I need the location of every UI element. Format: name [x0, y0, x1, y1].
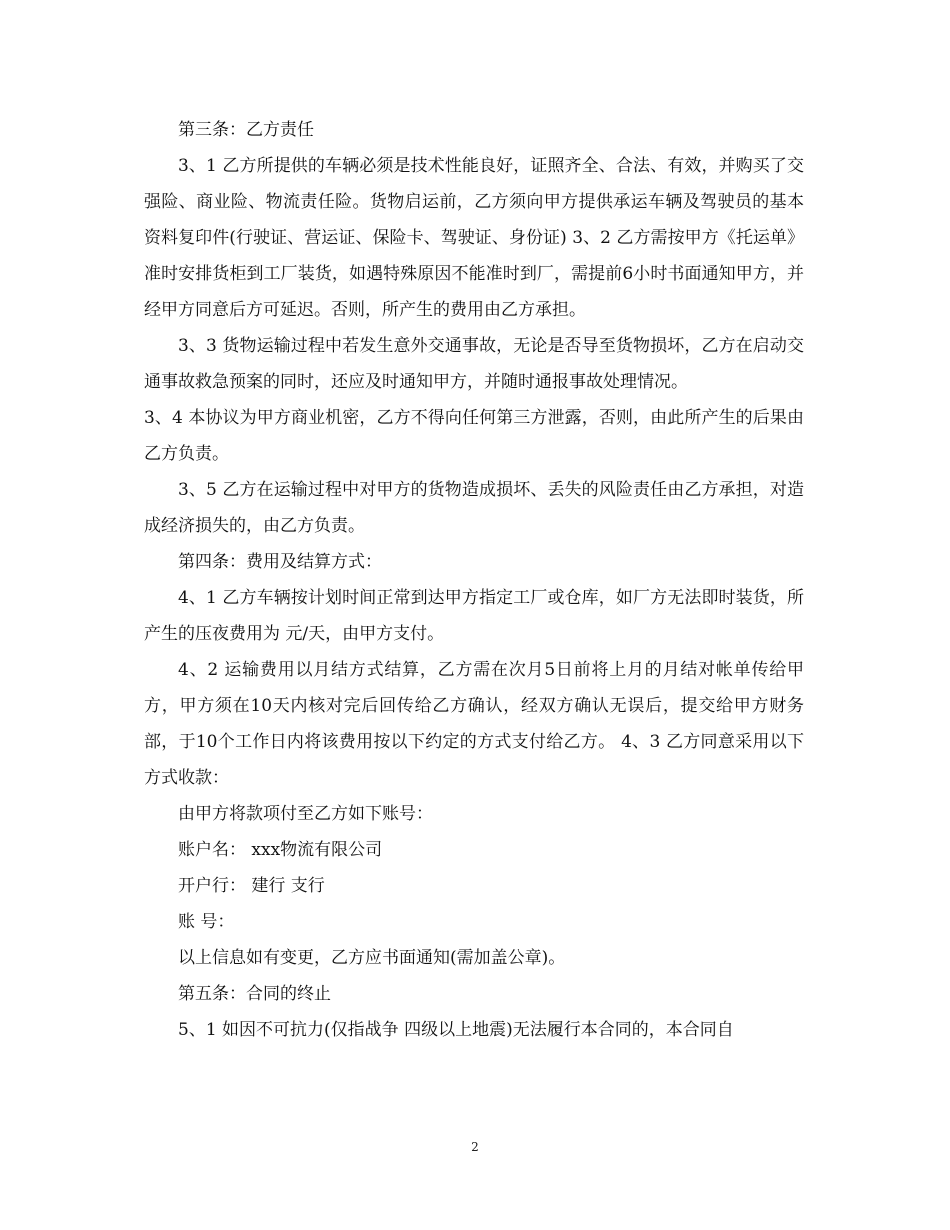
paragraph-account-number: 账 号：: [178, 912, 235, 932]
paragraph-article-3-title: 第三条：乙方责任: [178, 120, 314, 140]
paragraph-payment-intro: 由甲方将款项付至乙方如下账号：: [178, 804, 433, 824]
document-body: [144, 112, 804, 1048]
paragraph-clause-3-5: 3、5 乙方在运输过程中对甲方的货物造成损坏、丢失的风险责任由乙方承担，对造成经济损失的，由乙方负责。: [144, 480, 804, 536]
paragraph-article-4-title: 第四条：费用及结算方式：: [178, 552, 382, 572]
paragraph-clause-5-1: 5、1 如因不可抗力(仅指战争 四级以上地震)无法履行本合同的，本合同自: [178, 1020, 734, 1040]
paragraph-account-name: 账户名： xxx物流有限公司: [178, 840, 383, 860]
paragraph-clause-4-2: 4、2 运输费用以月结方式结算，乙方需在次月5日前将上月的月结对帐单传给甲方，甲方须在10天内核对完后回传给乙方确认，经双方确认无误后，提交给甲方财务部，于10个工作日内将该费用按以下约定的方式支付给乙方。 4、3 乙方同意采用以下方式收款：: [144, 660, 804, 788]
page-number: 2: [471, 1140, 479, 1154]
paragraph-change-notice: 以上信息如有变更，乙方应书面通知(需加盖公章)。: [178, 948, 566, 968]
paragraph-bank: 开户行： 建行 支行: [178, 876, 325, 896]
paragraph-clause-4-1: 4、1 乙方车辆按计划时间正常到达甲方指定工厂或仓库，如厂方无法即时装货，所产生的压夜费用为 元/天，由甲方支付。: [144, 588, 804, 644]
paragraph-clause-3-1: 3、1 乙方所提供的车辆必须是技术性能良好，证照齐全、合法、有效，并购买了交强险、商业险、物流责任险。货物启运前，乙方须向甲方提供承运车辆及驾驶员的基本资料复印件(行驶证、营运证、保险卡、驾驶证、身份证) 3、2 乙方需按甲方《托运单》准时安排货柜到工厂装货，如遇特殊原因不能准时到厂，需提前6小时书面通知甲方，并经甲方同意后方可延迟。否则，所产生的费用由乙方承担。: [144, 156, 804, 320]
paragraph-article-5-title: 第五条：合同的终止: [178, 984, 331, 1004]
paragraph-clause-3-3: 3、3 货物运输过程中若发生意外交通事故，无论是否导至货物损坏，乙方在启动交通事故救急预案的同时，还应及时通知甲方，并随时通报事故处理情况。: [144, 336, 804, 392]
paragraph-clause-3-4: 3、4 本协议为甲方商业机密，乙方不得向任何第三方泄露，否则，由此所产生的后果由乙方负责。: [144, 408, 804, 464]
